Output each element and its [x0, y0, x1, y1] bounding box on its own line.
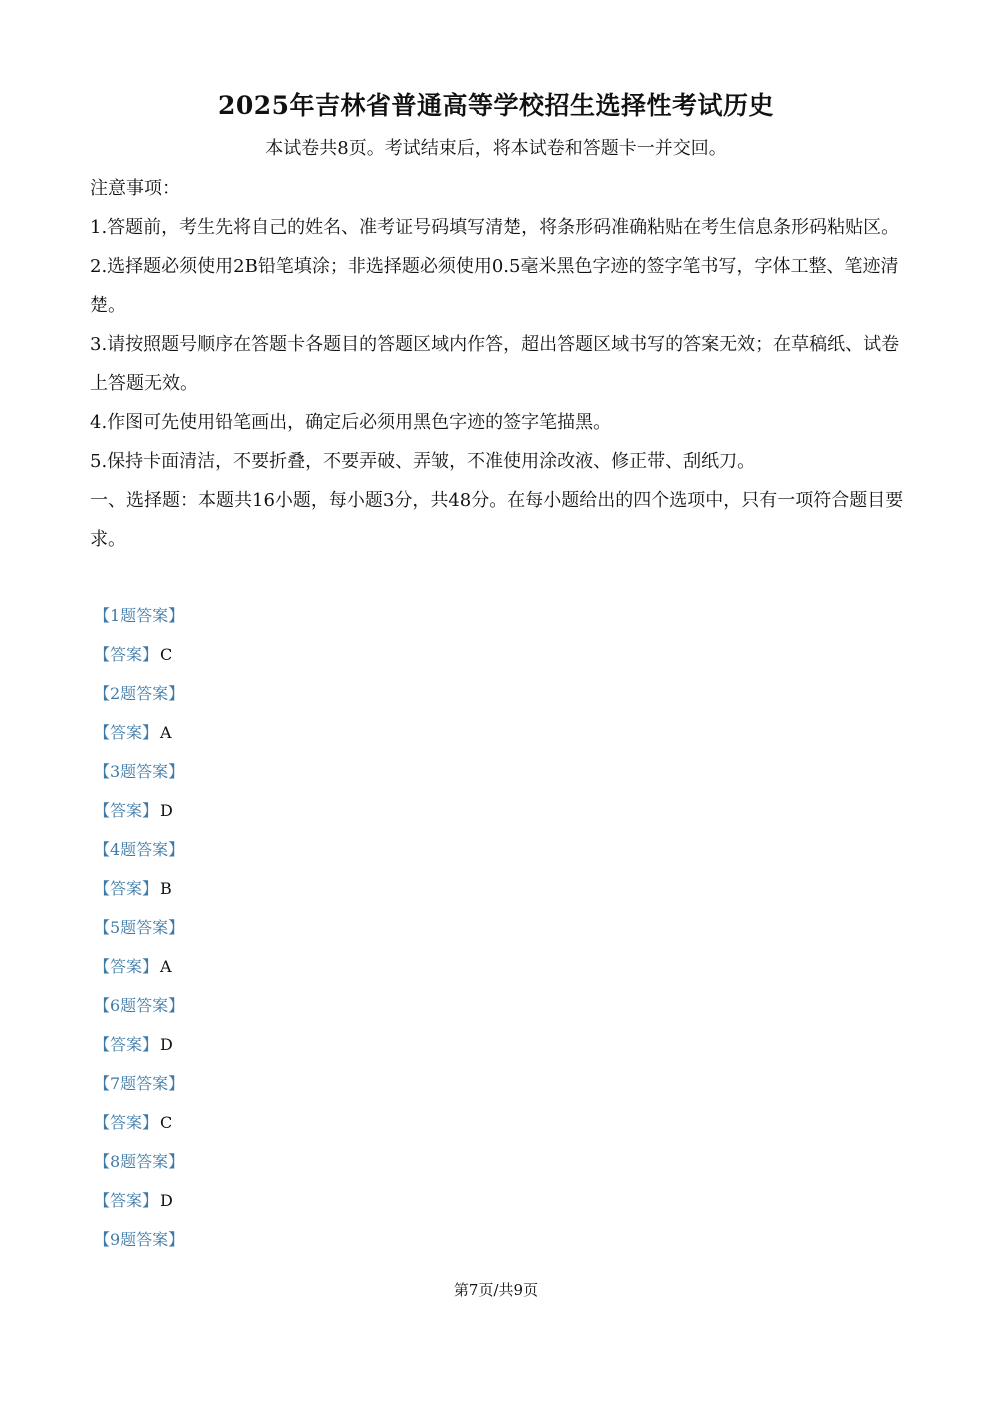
answer-label: 【答案】: [94, 1191, 159, 1210]
answer-label: 【答案】: [94, 1035, 159, 1054]
question-answer-heading: 【3题答案】: [94, 762, 185, 781]
answer-row: [94, 1103, 694, 1142]
answer-row: [94, 1181, 694, 1220]
notice-item-5: 5.保持卡面清洁，不要折叠，不要弄破、弄皱，不准使用涂改液、修正带、刮纸刀。: [90, 451, 756, 472]
question-answer-heading: 【7题答案】: [94, 1074, 185, 1093]
answer-label: 【答案】: [94, 801, 159, 820]
answer-value: A: [160, 723, 172, 742]
answer-value: B: [160, 879, 172, 898]
instructions-block: [90, 169, 912, 559]
notice-item-3: 3.请按照题号顺序在答题卡各题目的答题区域内作答，超出答题区域书写的答案无效；在草稿纸、试卷上答题无效。: [90, 334, 900, 394]
question-answer-heading: 【6题答案】: [94, 996, 185, 1015]
notice-item-2: 2.选择题必须使用2B铅笔填涂；非选择题必须使用0.5毫米黑色字迹的签字笔书写，字体工整、笔迹清楚。: [90, 256, 899, 316]
notice-heading: 注意事项：: [90, 178, 180, 199]
question-answer-heading: 【5题答案】: [94, 918, 185, 937]
answer-label: 【答案】: [94, 723, 159, 742]
answer-label: 【答案】: [94, 1113, 159, 1132]
question-answer-heading: 【2题答案】: [94, 684, 185, 703]
question-answer-heading: 【4题答案】: [94, 840, 185, 859]
answer-value: C: [160, 645, 173, 664]
answer-row: [94, 1025, 694, 1064]
page-title: 2025年吉林省普通高等学校招生选择性考试历史: [217, 91, 775, 120]
notice-item-1: 1.答题前，考生先将自己的姓名、准考证号码填写清楚，将条形码准确粘贴在考生信息条形码粘贴区。: [90, 217, 900, 238]
answer-value: D: [160, 801, 173, 820]
answer-list: [94, 596, 694, 1259]
answer-row: [94, 635, 694, 674]
answer-row: [94, 869, 694, 908]
answer-label: 【答案】: [94, 957, 159, 976]
answer-value: A: [160, 957, 172, 976]
answer-row: [94, 947, 694, 986]
section-heading: 一、选择题：本题共16小题，每小题3分，共48分。在每小题给出的四个选项中，只有一项符合题目要求。: [90, 490, 904, 550]
question-answer-heading: 【9题答案】: [94, 1230, 185, 1249]
question-answer-heading: 【8题答案】: [94, 1152, 185, 1171]
notice-item-4: 4.作图可先使用铅笔画出，确定后必须用黑色字迹的签字笔描黑。: [90, 412, 612, 433]
question-answer-heading: 【1题答案】: [94, 606, 185, 625]
answer-value: D: [160, 1035, 173, 1054]
answer-label: 【答案】: [94, 645, 159, 664]
answer-value: C: [160, 1113, 173, 1132]
answer-row: [94, 791, 694, 830]
page-number: 第7页/共9页: [453, 1281, 539, 1299]
exam-subtitle: 本试卷共8页。考试结束后，将本试卷和答题卡一并交回。: [265, 138, 727, 159]
answer-value: D: [160, 1191, 173, 1210]
answer-label: 【答案】: [94, 879, 159, 898]
answer-row: [94, 713, 694, 752]
